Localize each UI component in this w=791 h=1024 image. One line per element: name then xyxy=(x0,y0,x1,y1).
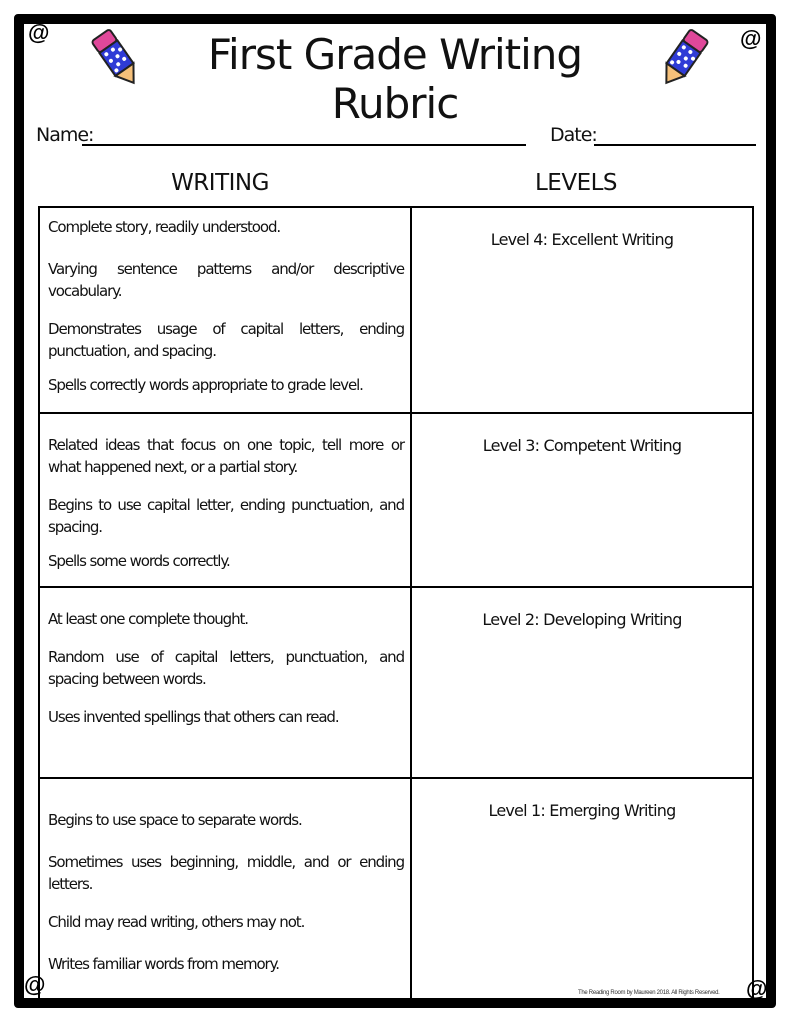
criterion-text: Sometimes uses beginning, middle, and or ending letters. xyxy=(48,853,404,893)
criterion-text: At least one complete thought. xyxy=(48,610,248,628)
level-label: Level 4: Excellent Writing xyxy=(490,230,674,249)
criteria-cell xyxy=(39,778,411,1001)
pencil-icon xyxy=(88,28,146,90)
criteria-cell xyxy=(39,587,411,778)
table-row xyxy=(39,413,753,587)
level-cell xyxy=(411,413,753,587)
level-label: Level 1: Emerging Writing xyxy=(488,801,676,820)
level-cell xyxy=(411,587,753,778)
criterion-text: Uses invented spellings that others can read. xyxy=(48,708,339,726)
page-title: First Grade Writing Rubric xyxy=(207,30,583,128)
table-row xyxy=(39,778,753,1001)
level-cell xyxy=(411,778,753,1001)
criteria-cell xyxy=(39,207,411,413)
criterion-text: Writes familiar words from memory. xyxy=(48,955,279,973)
pencil-icon xyxy=(654,28,712,90)
name-label: Name: xyxy=(36,124,94,146)
criterion-text: Complete story, readily understood. xyxy=(48,218,281,236)
name-field[interactable] xyxy=(82,144,526,146)
date-field[interactable] xyxy=(594,144,756,146)
criterion-text: Child may read writing, others may not. xyxy=(48,913,305,931)
table-row xyxy=(39,587,753,778)
criteria-cell xyxy=(39,413,411,587)
swirl-decoration-icon: @ xyxy=(740,26,762,51)
criterion-text: Spells some words correctly. xyxy=(48,552,230,570)
level-label: Level 3: Competent Writing xyxy=(482,436,682,455)
date-label: Date: xyxy=(550,124,597,146)
swirl-decoration-icon: @ xyxy=(28,20,50,45)
level-label: Level 2: Developing Writing xyxy=(482,610,682,629)
column-header-levels: LEVELS xyxy=(534,170,618,196)
rubric-table xyxy=(38,206,754,1002)
criterion-text: Random use of capital letters, punctuation, and spacing between words. xyxy=(48,648,404,688)
criterion-text: Varying sentence patterns and/or descriptive vocabulary. xyxy=(48,260,404,300)
criterion-text: Begins to use space to separate words. xyxy=(48,811,302,829)
copyright-notice: The Reading Room by Maureen 2018. All Rights Reserved. xyxy=(578,990,720,996)
criterion-text: Begins to use capital letter, ending punctuation, and spacing. xyxy=(48,496,404,536)
criterion-text: Spells correctly words appropriate to grade level. xyxy=(48,376,363,394)
criterion-text: Related ideas that focus on one topic, tell more or what happened next, or a partial story. xyxy=(48,436,404,476)
level-cell xyxy=(411,207,753,413)
table-row xyxy=(39,207,753,413)
column-header-writing: WRITING xyxy=(171,170,269,196)
criterion-text: Demonstrates usage of capital letters, ending punctuation, and spacing. xyxy=(48,320,404,360)
name-date-row xyxy=(36,120,756,150)
swirl-decoration-icon: @ xyxy=(24,972,46,997)
swirl-decoration-icon: @ xyxy=(746,976,768,1001)
